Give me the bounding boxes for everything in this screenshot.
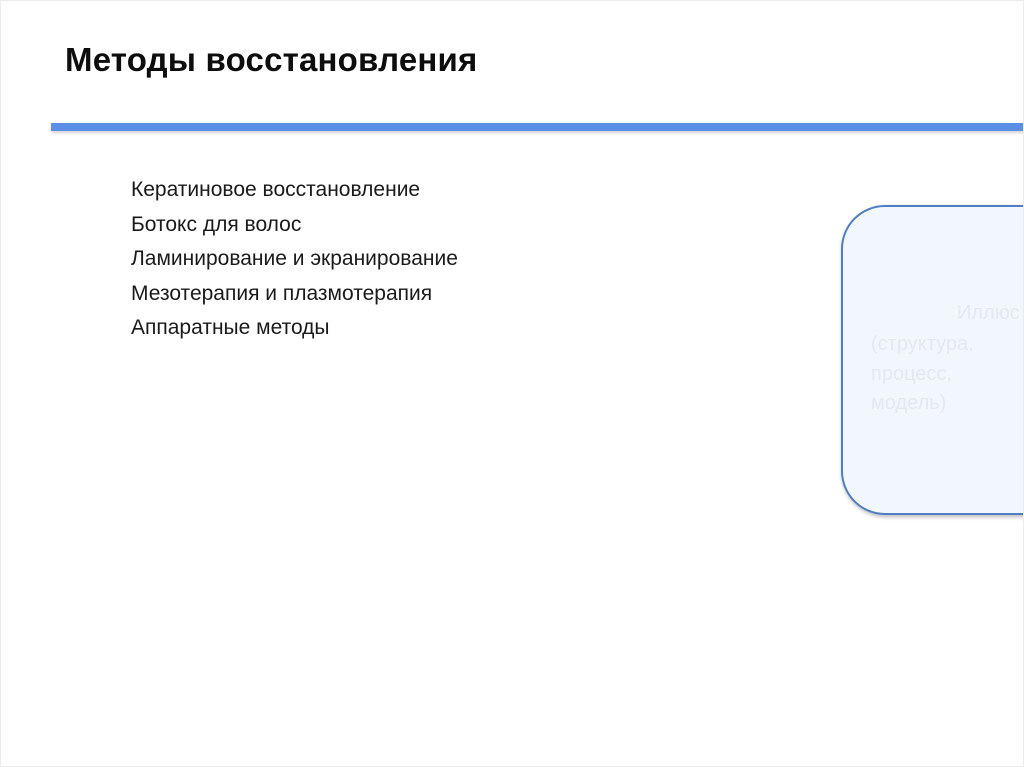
illustration-label: Иллюс xyxy=(957,302,1020,324)
slide-title: Методы восстановления xyxy=(65,41,478,78)
methods-list xyxy=(131,173,458,346)
list-item: Ламинирование и экранирование xyxy=(131,247,458,270)
list-item: Ботокс для волос xyxy=(131,212,302,236)
list-item: Кератиновое восстановление xyxy=(131,178,421,201)
title-divider xyxy=(51,123,1024,131)
illustration-caption xyxy=(871,330,974,419)
list-item: Аппаратные методы xyxy=(131,316,330,339)
caption-line: (структура, xyxy=(871,333,974,355)
caption-line: модель) xyxy=(871,392,947,414)
list-item: Мезотерапия и плазмотерапия xyxy=(131,281,433,305)
caption-line: процесс, xyxy=(871,362,952,385)
illustration-placeholder-box xyxy=(841,205,1024,515)
